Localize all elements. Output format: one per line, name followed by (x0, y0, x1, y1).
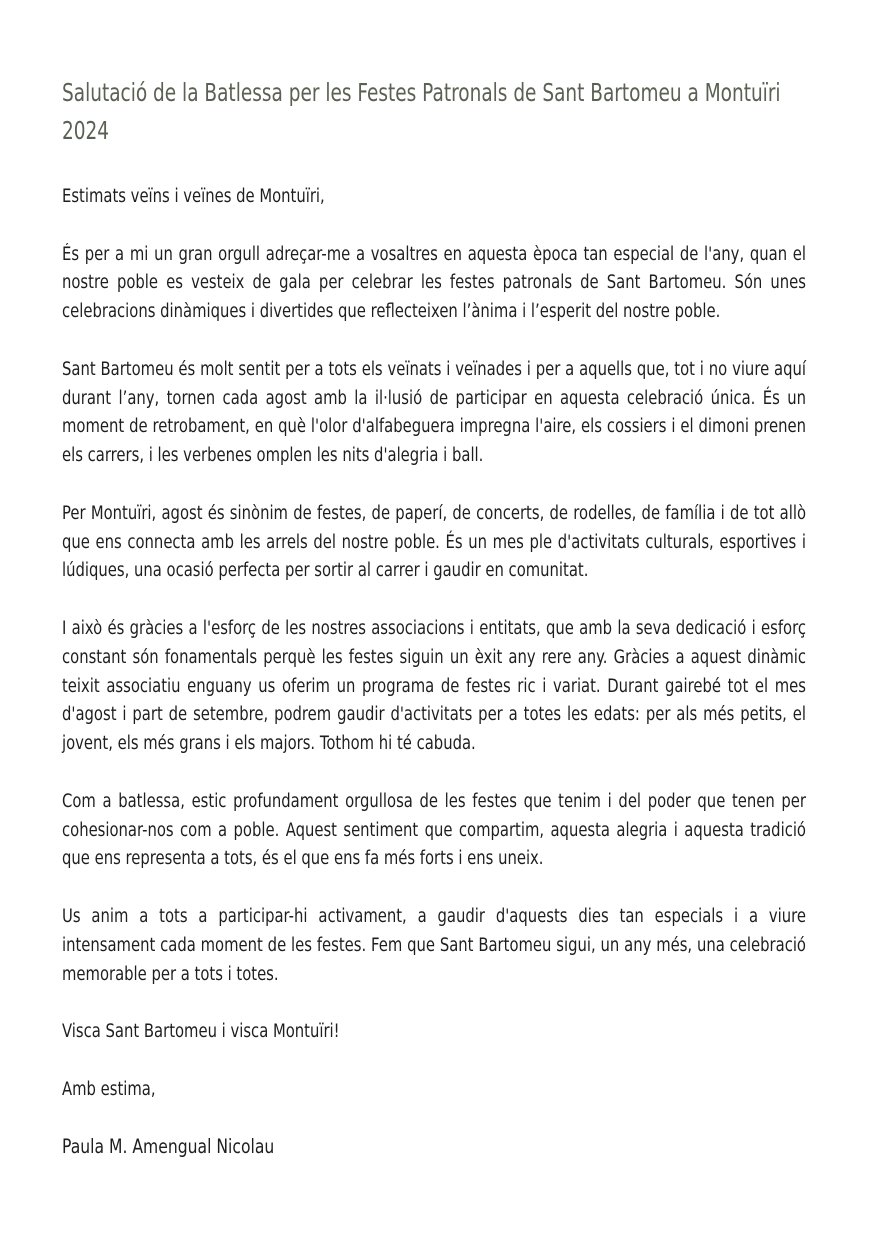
paragraph-gap (62, 874, 806, 903)
greeting: Estimats veïns i veïnes de Montuïri, (62, 186, 325, 207)
letter-body (62, 183, 806, 1162)
paragraph: Com a batlessa, estic profundament orgullosa de les festes que tenim i del poder que tenen per cohesionar-nos com a poble. Aquest sentiment que compartim, aquesta alegria i aquesta tradició que ens representa a tots, és el que ens fa més forts i ens uneix. (62, 790, 806, 870)
paragraph: És per a mi un gran orgull adreçar-me a vosaltres en aquesta època tan especial de l'any, quan el nostre poble es vesteix de gala per celebrar les festes patronals de Sant Bartomeu. Són unes celebracions dinàmiques i divertides que reflecteixen l’ànima i l’esperit del nostre poble. (62, 243, 806, 323)
valediction: Amb estima, (62, 1078, 156, 1100)
closing-cheer: Visca Sant Bartomeu i visca Montuïri! (62, 1021, 340, 1043)
paragraph-gap (62, 759, 806, 788)
paragraph: I això és gràcies a l'esforç de les nostres associacions i entitats, que amb la seva dedicació i esforç constant són fonamentals perquè les festes siguin un èxit any rere any. Gràcies a aquest dinàmic teixit associatiu enguany us oferim un programa de festes ric i variat. Durant gairebé tot el mes d'agost i part de setembre, podrem gaudir d'activitats per a totes les edats: per als més petits, el jovent, els més grans i els majors. Tothom hi té cabuda. (62, 617, 806, 755)
paragraph-gap (62, 1105, 806, 1134)
document-title: Salutació de la Batlessa per les Festes Patronals de Sant Bartomeu a Montuïri 2024 (62, 78, 781, 145)
paragraph-gap (62, 586, 806, 615)
paragraph: Sant Bartomeu és molt sentit per a tots els veïnats i veïnades i per a aquells que, tot i no viure aquí durant l’any, tornen cada agost amb la il·lusió de participar en aquesta celebració única. És un moment de retrobament, en què l'olor d'alfabeguera impregna l'aire, els cossiers i el dimoni prenen els carrers, i les verbenes omplen les nits d'alegria i ball. (62, 358, 806, 467)
signature-name: Paula M. Amengual Nicolau (62, 1135, 275, 1159)
paragraph-gap (62, 1047, 806, 1076)
paragraph-gap (62, 327, 806, 356)
paragraph-gap (62, 471, 806, 500)
paragraph: Per Montuïri, agost és sinònim de festes, de paperí, de concerts, de rodelles, de família i de tot allò que ens connecta amb les arrels del nostre poble. És un mes ple d'activitats culturals, esportives i lúdiques, una ocasió perfecta per sortir al carrer i gaudir en comunitat. (62, 502, 806, 582)
paragraph: Us anim a tots a participar-hi activament, a gaudir d'aquests dies tan especials i a viure intensament cada moment de les festes. Fem que Sant Bartomeu sigui, un any més, una celebració memorable per a tots i totes. (62, 905, 806, 985)
paragraph-gap (62, 212, 806, 241)
paragraph-gap (62, 989, 806, 1018)
